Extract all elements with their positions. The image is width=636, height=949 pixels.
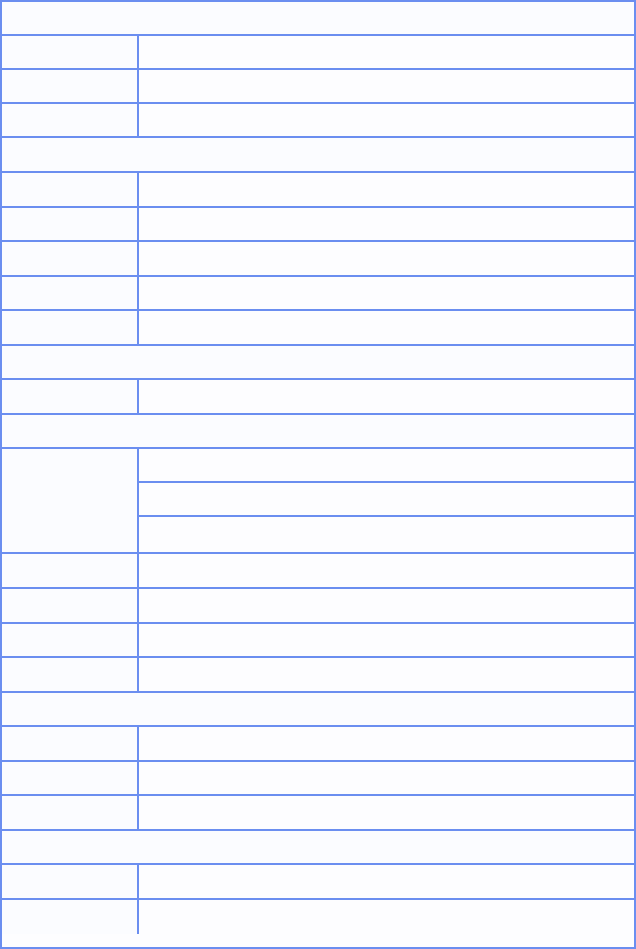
row-4-4-value[interactable] (139, 658, 634, 691)
section-header-4-label (2, 415, 634, 447)
row-4-4-label (2, 658, 139, 691)
row-6-2[interactable] (2, 900, 634, 934)
row-5-3-label (2, 796, 139, 829)
row-4-4[interactable] (2, 658, 634, 693)
row-2-4-value[interactable] (139, 277, 634, 309)
row-5-3[interactable] (2, 796, 634, 831)
row-5-2-label (2, 762, 139, 794)
row-2-1[interactable] (2, 173, 634, 208)
row-2-4-label (2, 277, 139, 309)
row-2-2[interactable] (2, 208, 634, 242)
row-3-1-value[interactable] (139, 380, 634, 413)
group-4-1[interactable] (2, 449, 634, 554)
row-2-5-value[interactable] (139, 311, 634, 344)
row-1-2-value[interactable] (139, 70, 634, 102)
row-5-3-value[interactable] (139, 796, 634, 829)
row-4-1-value[interactable] (139, 554, 634, 587)
row-4-1-label (2, 554, 139, 587)
row-6-1-value[interactable] (139, 865, 634, 898)
group-4-1-values (139, 449, 634, 552)
section-header-3 (2, 346, 634, 380)
row-2-3-value[interactable] (139, 242, 634, 275)
row-2-5-label (2, 311, 139, 344)
row-5-1-label (2, 727, 139, 760)
row-4-3-value[interactable] (139, 624, 634, 656)
row-2-3[interactable] (2, 242, 634, 277)
row-4-2[interactable] (2, 589, 634, 624)
row-6-1-label (2, 865, 139, 898)
group-4-1-value-2[interactable] (139, 483, 634, 517)
row-2-4[interactable] (2, 277, 634, 311)
row-4-2-label (2, 589, 139, 622)
row-1-2-label (2, 70, 139, 102)
row-1-3-value[interactable] (139, 104, 634, 136)
row-1-1[interactable] (2, 36, 634, 70)
row-3-1-label (2, 380, 139, 413)
row-5-1[interactable] (2, 727, 634, 762)
row-5-1-value[interactable] (139, 727, 634, 760)
section-header-1-label (2, 2, 634, 34)
section-header-5-label (2, 693, 634, 725)
section-header-6-label (2, 831, 634, 863)
row-2-3-label (2, 242, 139, 275)
row-2-2-label (2, 208, 139, 240)
row-5-2[interactable] (2, 762, 634, 796)
row-1-2[interactable] (2, 70, 634, 104)
group-4-1-label (2, 449, 139, 552)
section-header-6 (2, 831, 634, 865)
row-4-3[interactable] (2, 624, 634, 658)
section-header-3-label (2, 346, 634, 378)
row-1-1-label (2, 36, 139, 68)
row-1-3[interactable] (2, 104, 634, 138)
row-4-1[interactable] (2, 554, 634, 589)
row-4-2-value[interactable] (139, 589, 634, 622)
row-2-5[interactable] (2, 311, 634, 346)
row-1-1-value[interactable] (139, 36, 634, 68)
section-header-1 (2, 2, 634, 36)
row-2-1-value[interactable] (139, 173, 634, 206)
row-5-2-value[interactable] (139, 762, 634, 794)
row-1-3-label (2, 104, 139, 136)
section-header-2 (2, 138, 634, 173)
row-2-1-label (2, 173, 139, 206)
section-header-4 (2, 415, 634, 449)
section-header-2-label (2, 138, 634, 171)
row-6-2-label (2, 900, 139, 934)
row-6-2-value[interactable] (139, 900, 634, 934)
row-2-2-value[interactable] (139, 208, 634, 240)
section-header-5 (2, 693, 634, 727)
group-4-1-value-3[interactable] (139, 517, 634, 552)
group-4-1-value-1[interactable] (139, 449, 634, 483)
row-3-1[interactable] (2, 380, 634, 415)
row-6-1[interactable] (2, 865, 634, 900)
row-4-3-label (2, 624, 139, 656)
